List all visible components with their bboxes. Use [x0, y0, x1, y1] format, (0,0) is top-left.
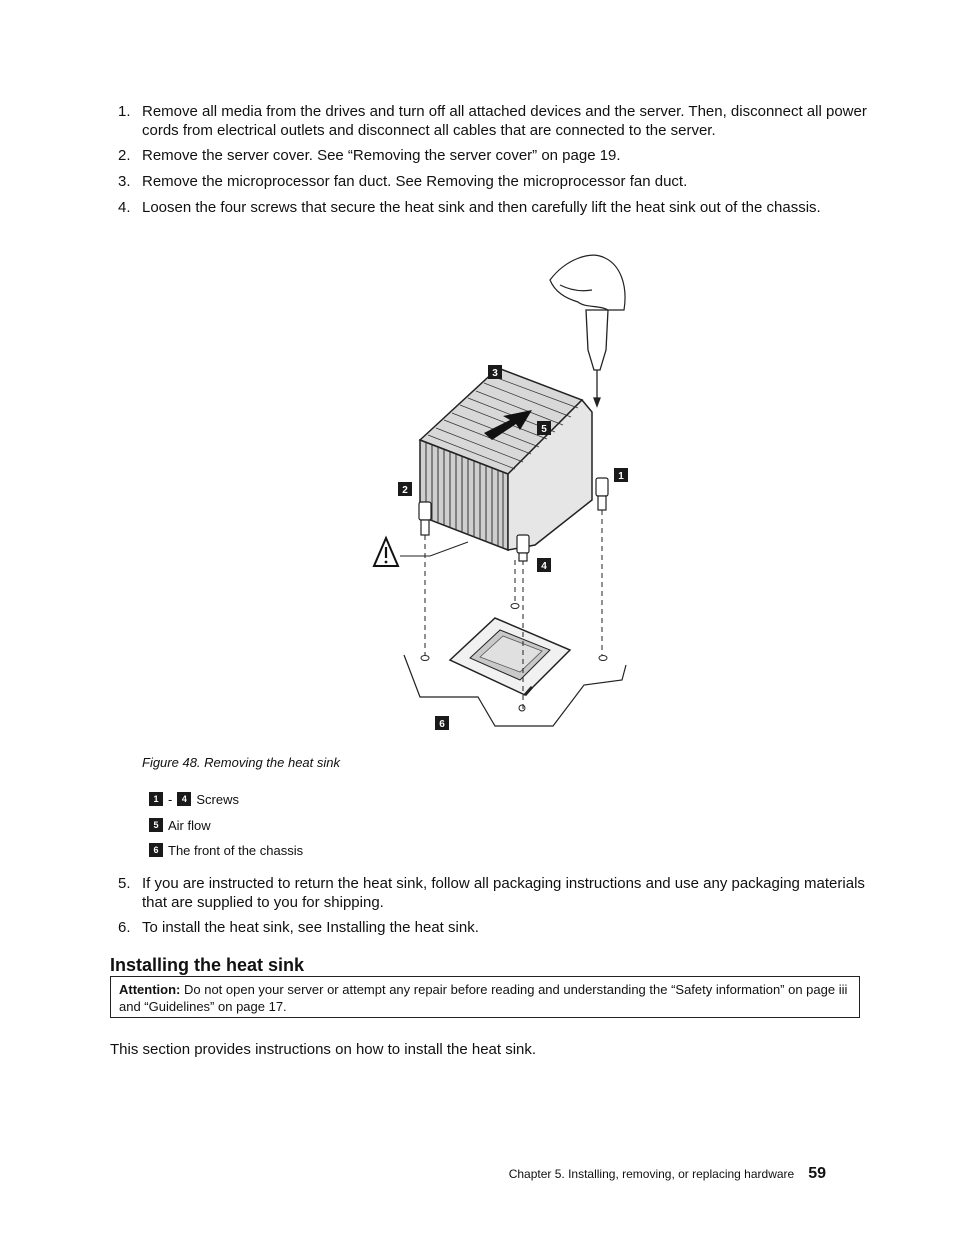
callout-5: [537, 421, 551, 435]
section-intro: This section provides instructions on how to install the heat sink.: [110, 1041, 537, 1058]
step-5: 5. If you are instructed to return the heat sink, follow all packaging instructions and use any packaging materials that are supplied to you for shipping.: [118, 875, 865, 911]
removal-steps: [118, 102, 868, 217]
svg-text:3: 3: [492, 368, 498, 379]
callout-3: [488, 365, 502, 379]
attention-text: Do not open your server or attempt any repair before reading and understanding the “Safety information” on page iii and “Guidelines” on page 17.: [119, 982, 848, 1014]
hand-icon: [550, 255, 625, 310]
heat-sink: [420, 368, 592, 550]
screwdriver-icon: [586, 310, 608, 406]
callout-6: [435, 716, 449, 730]
section-heading: Installing the heat sink: [110, 955, 305, 975]
legend-chassis-front: 6 The front of the chassis: [149, 843, 303, 869]
step-3: 3. Remove the microprocessor fan duct. See Removing the microprocessor fan duct.: [118, 173, 688, 190]
figure-caption: Figure 48. Removing the heat sink: [142, 755, 340, 770]
svg-text:1: 1: [618, 471, 624, 482]
heat-sink-removal-figure: [360, 240, 660, 740]
callout-badge: 4: [177, 792, 191, 806]
callout-4: [537, 558, 551, 572]
page-number: 59: [808, 1165, 826, 1182]
callout-2: [398, 482, 412, 496]
attention-box: [110, 976, 860, 1018]
svg-text:6: 6: [439, 719, 445, 730]
step-2: 2. Remove the server cover. See “Removing the server cover” on page 19.: [118, 147, 621, 164]
attention-label: Attention:: [119, 982, 181, 997]
callout-1: [614, 468, 628, 482]
legend-screws: 1 - 4 Screws: [149, 792, 303, 818]
svg-text:2: 2: [402, 485, 408, 496]
footer-chapter: Chapter 5. Installing, removing, or replacing hardware: [508, 1167, 795, 1181]
legend-air-flow: 5 Air flow: [149, 818, 303, 844]
step-1: 1. Remove all media from the drives and turn off all attached devices and the server. Then, disconnect all power cords from electrical outlets and disconnect all cables that are connected to the server.: [118, 103, 867, 139]
step-4: 4. Loosen the four screws that secure the heat sink and then carefully lift the heat sink out of the chassis.: [118, 199, 821, 216]
warning-icon: [374, 538, 398, 566]
callout-badge: 5: [149, 818, 163, 832]
removal-steps-continued: [118, 874, 868, 937]
step-6: 6. To install the heat sink, see Installing the heat sink.: [118, 919, 479, 936]
svg-text:4: 4: [541, 561, 547, 572]
figure-legend: [149, 792, 303, 869]
callout-badge: 1: [149, 792, 163, 806]
page-footer: [509, 1165, 826, 1183]
callout-badge: 6: [149, 843, 163, 857]
svg-text:5: 5: [541, 424, 547, 435]
